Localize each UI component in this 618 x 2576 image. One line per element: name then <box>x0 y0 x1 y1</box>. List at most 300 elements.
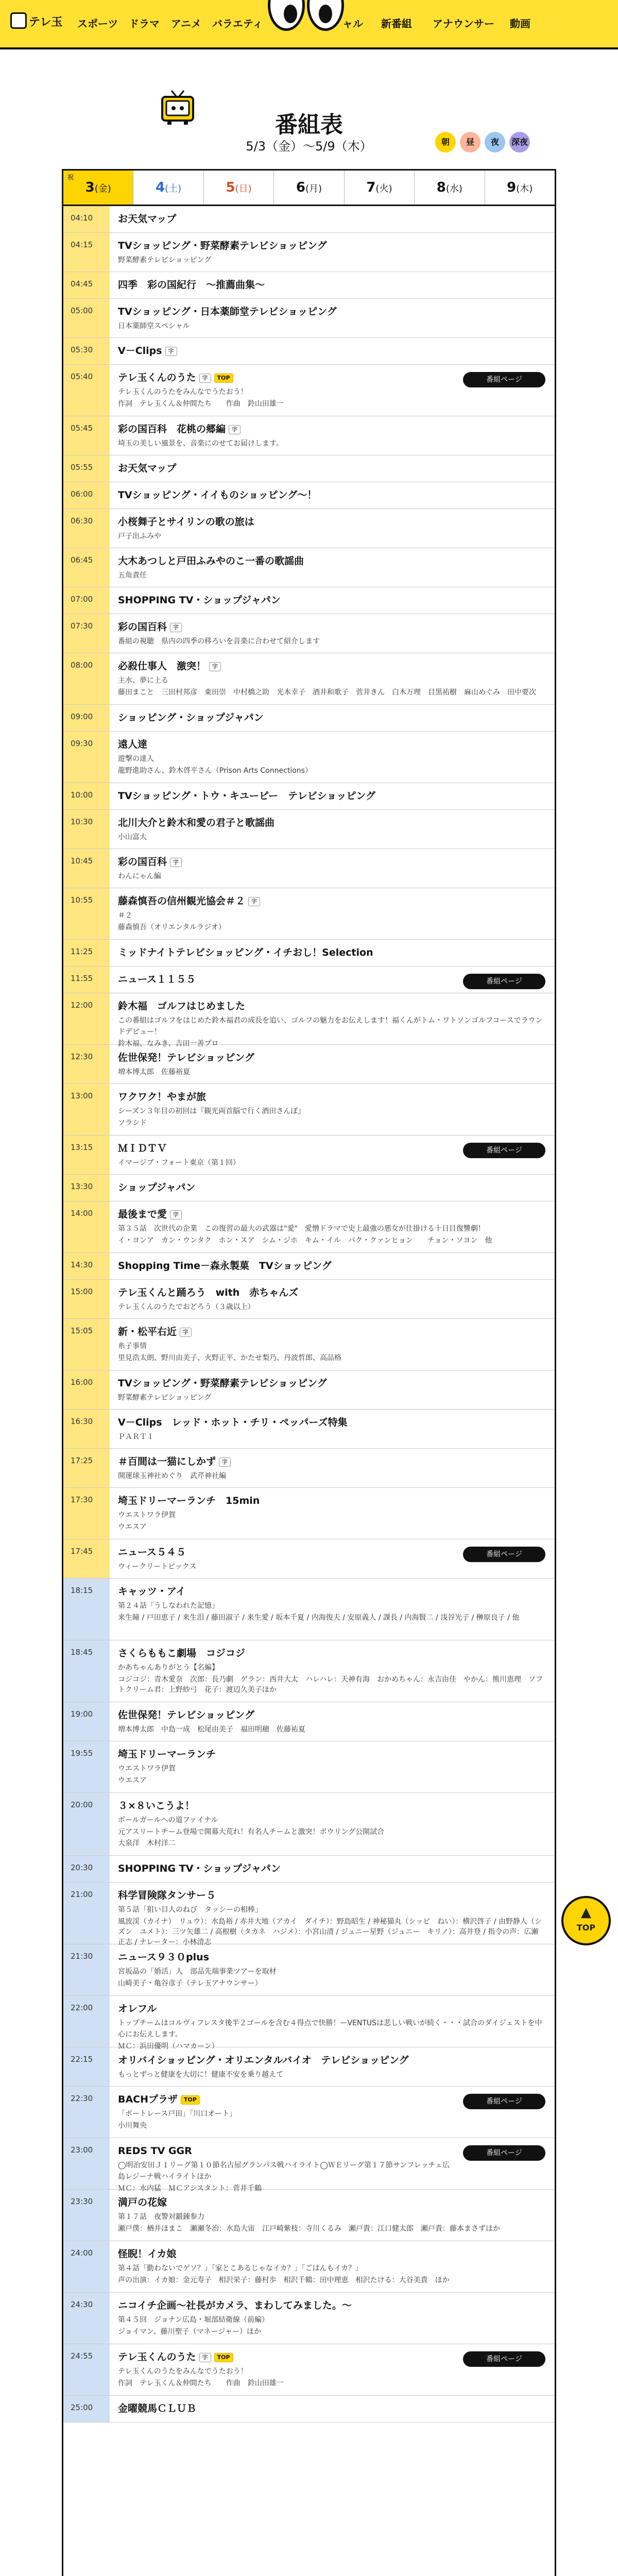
program-title[interactable]: Shopping Time－森永製菓 TVショッピング <box>118 1260 332 1272</box>
caption-badge: 字 <box>199 2353 211 2362</box>
program-cast: 里見浩太朗、野川由美子、火野正平、かたせ梨乃、丹波哲郎、高品格 <box>118 1354 341 1362</box>
program-row[interactable] <box>63 810 555 849</box>
program-schedule <box>62 206 556 2576</box>
program-time: 13:30 <box>63 1175 110 1201</box>
program-title[interactable]: 佐世保発！テレビショッピング <box>118 1709 254 1721</box>
program-row[interactable] <box>63 2344 555 2396</box>
program-row[interactable] <box>63 482 555 509</box>
program-title[interactable]: SHOPPING TV・ショップジャパン <box>118 1863 281 1874</box>
program-info <box>118 212 545 226</box>
program-title[interactable]: オリバイショッピング・オリエンタルバイオ テレビショッピング <box>118 2055 409 2066</box>
program-row[interactable] <box>63 967 555 993</box>
program-title[interactable]: テレ玉くんのうた 字 TOP <box>118 371 457 384</box>
program-info <box>118 1546 457 1572</box>
program-row[interactable] <box>63 272 555 299</box>
program-time: 05:00 <box>63 299 110 337</box>
program-info <box>118 973 457 986</box>
program-time: 17:30 <box>63 1488 110 1539</box>
program-time: 06:45 <box>63 548 110 587</box>
caption-badge: 字 <box>170 1210 182 1219</box>
legend-late-night: 深夜 <box>509 132 530 152</box>
program-desc: シーズン３年目の初回は『観光両首脳で行く酒田さんぽ』 <box>118 1107 305 1115</box>
program-time: 10:55 <box>63 888 110 939</box>
tab-day-4[interactable]: 4(土) <box>133 171 203 205</box>
program-info <box>118 738 545 776</box>
program-time: 22:15 <box>63 2047 110 2086</box>
program-desc: 増本博太郎 中島一成 松尾由美子 福田明穂 佐藤祐夏 <box>118 1725 305 1734</box>
program-row[interactable] <box>63 206 555 233</box>
tv-logo-icon <box>10 12 27 29</box>
program-info <box>118 1208 545 1246</box>
program-time: 05:45 <box>63 416 110 455</box>
program-time: 15:05 <box>63 1319 110 1370</box>
program-info <box>118 2247 545 2285</box>
program-row[interactable] <box>63 614 555 653</box>
program-title[interactable]: TVショッピング・日本薬師堂テレビショッピング <box>118 306 337 317</box>
program-desc: 埼玉の美しい風景を、音楽にのせてお届けします。 <box>118 439 283 448</box>
program-info <box>118 278 545 292</box>
program-title[interactable]: お天気マップ <box>118 213 177 225</box>
program-title[interactable]: V－Clips レッド・ホット・チリ・ペッパーズ特集 <box>118 1417 348 1428</box>
program-cast: 山崎美子・亀谷彦子（テレ玉アナウンサー） <box>118 1979 262 1988</box>
program-desc: 野菜酵素テレビショッピング <box>118 256 212 264</box>
program-time: 22:30 <box>63 2087 110 2138</box>
program-info <box>118 1708 545 1735</box>
program-desc: 「ボートレース戸田」「川口オート」 <box>118 2110 237 2118</box>
program-title[interactable]: ニュース５４５ <box>118 1547 186 1558</box>
program-cast: 藤森慎吾（オリエンタルラジオ） <box>118 923 226 931</box>
program-time: 17:45 <box>63 1539 110 1578</box>
program-title[interactable]: 埼玉ドリーマーランチ 15min <box>118 1495 260 1506</box>
tab-day-6[interactable]: 6(月) <box>274 171 344 205</box>
program-desc: 遊撃の達人 <box>118 755 154 763</box>
program-row[interactable] <box>63 299 555 338</box>
program-time: 23:00 <box>63 2138 110 2189</box>
program-row[interactable] <box>63 1856 555 1883</box>
program-title[interactable]: ショップジャパン <box>118 1182 196 1193</box>
program-time: 10:00 <box>63 783 110 809</box>
program-info <box>118 946 545 959</box>
program-title[interactable]: 遠人達 <box>118 739 148 750</box>
program-row[interactable] <box>63 705 555 732</box>
program-title[interactable]: 埼玉ドリーマーランチ <box>118 1749 216 1760</box>
program-info <box>118 1051 545 1078</box>
program-time: 24:55 <box>63 2344 110 2395</box>
program-title[interactable]: オレフル <box>118 2003 157 2014</box>
program-info <box>118 554 545 581</box>
program-desc: ＰＡＲＴ１ <box>118 1433 154 1441</box>
program-time: 24:30 <box>63 2293 110 2344</box>
program-desc: ウエストワラ伊賀 <box>118 1765 176 1773</box>
program-title[interactable]: 彩の国百科 字 <box>118 620 545 634</box>
program-title[interactable]: 最後まで愛 字 <box>118 1208 545 1221</box>
program-cast: 瀬戸僕：楢井ほまこ 瀬瀬冬治：水島大宙 江戸崎紫枝：寺川くるみ 瀬戸貴：江口健太郎 瀬戸貴：藤本まさずほか <box>118 2225 500 2233</box>
program-desc: イマージブ・フォート東京（第１回） <box>118 1159 241 1167</box>
program-page-button[interactable]: 番組ページ <box>463 1143 545 1158</box>
program-cast: 龍野進助さん、鈴木啓平さん（Prison Arts Connections） <box>118 767 312 775</box>
program-row[interactable] <box>63 1539 555 1579</box>
program-title[interactable]: ＭＩＤＴＶ <box>118 1143 167 1154</box>
program-page-button[interactable]: 番組ページ <box>463 2094 545 2109</box>
top-badge: TOP <box>214 2353 233 2362</box>
nav-item-sports[interactable]: スポーツ <box>77 18 118 30</box>
program-title[interactable]: 満戸の花嫁 <box>118 2197 167 2208</box>
program-cast: 声の出演：イカ娘：金元寿子 相沢栄子：藤村歩 相沢千鶴：田中理恵 相沢たける：大谷美貴 ほか <box>118 2276 450 2284</box>
nav-item-drama[interactable]: ドラマ <box>129 18 160 30</box>
legend-morning: 朝 <box>435 132 456 152</box>
legend-noon: 昼 <box>460 132 480 152</box>
program-info <box>118 305 545 332</box>
program-row[interactable] <box>63 1883 555 1944</box>
program-row[interactable] <box>63 2138 555 2193</box>
program-desc: 五角責任 <box>118 571 147 580</box>
nav-item-announcer[interactable]: アナウンサー <box>433 18 494 30</box>
program-title[interactable]: 科学冒険隊タンサー５ <box>118 1890 216 1901</box>
program-title[interactable]: V－Clips 字 <box>118 344 545 358</box>
program-time: 04:10 <box>63 206 110 232</box>
caption-badge: 字 <box>170 858 182 867</box>
caption-badge: 字 <box>165 347 177 356</box>
program-time: 12:00 <box>63 993 110 1044</box>
program-desc: 第４５回 ジョナン広島・堀部結衛線（前編） <box>118 2316 269 2324</box>
program-title[interactable]: 藤森慎吾の信州観光協会＃２ 字 <box>118 894 545 908</box>
program-row[interactable] <box>63 849 555 888</box>
program-title[interactable]: お天気マップ <box>118 463 177 474</box>
program-row[interactable] <box>63 2047 555 2087</box>
program-row[interactable] <box>63 1370 555 1410</box>
program-desc: テレ玉くんのうたでおどろう（３歳以上） <box>118 1303 255 1311</box>
program-time: 10:30 <box>63 810 110 849</box>
program-title[interactable]: SHOPPING TV・ショップジャパン <box>118 595 281 606</box>
program-row[interactable] <box>63 1944 555 1996</box>
program-title[interactable]: 彩の国百科 花桃の郷編 字 <box>118 422 545 436</box>
program-desc: 開運球玉神社めぐり 武芹神社編 <box>118 1472 226 1480</box>
program-row[interactable] <box>63 1280 555 1319</box>
program-title[interactable]: 新・松平右近 字 <box>118 1325 545 1338</box>
program-time: 14:00 <box>63 1201 110 1252</box>
program-row[interactable] <box>63 2241 555 2293</box>
program-title[interactable]: 必殺仕事人 激突！ 字 <box>118 659 545 673</box>
program-cast: ＭＣ：浜田優明（ハマカーン） <box>118 2042 219 2050</box>
program-page-button[interactable]: 番組ページ <box>463 2351 545 2367</box>
program-cast: コジコジ：青木愛奈 次郎：長乃劇 ゲラン：西井大太 ハレハレ：天神有海 おかめちゃん：永吉由佳 やかん：熊川恵理 ソフトクリーム君：上野紗弓 花子：渡辺久美子ほか <box>118 1675 543 1694</box>
program-row[interactable] <box>63 1741 555 1793</box>
program-desc: ウィークリートピックス <box>118 1563 197 1571</box>
program-page-button[interactable]: 番組ページ <box>463 2145 545 2161</box>
program-desc: 日本薬師堂スペシャル <box>118 322 190 330</box>
program-time: 18:45 <box>63 1640 110 1702</box>
day-tabs <box>62 169 556 206</box>
program-row[interactable] <box>63 2293 555 2344</box>
caption-badge: 字 <box>248 897 260 906</box>
program-page-button[interactable]: 番組ページ <box>463 974 545 989</box>
program-row[interactable] <box>63 1793 555 1856</box>
program-info <box>118 1142 457 1168</box>
program-row[interactable] <box>63 1702 555 1741</box>
program-desc: かあちゃんありがとう【名編】 <box>118 1664 219 1672</box>
program-time: 25:00 <box>63 2396 110 2422</box>
program-row[interactable] <box>63 732 555 783</box>
program-row[interactable] <box>63 1319 555 1370</box>
program-title[interactable]: 怪睨！イカ娘 <box>118 2248 177 2260</box>
program-cast: 作詞 テレ玉くん＆仲間たち 作曲 鈴山田雄一 <box>118 2379 284 2387</box>
program-title[interactable]: ニコイチ企画〜社長がカメラ、まわしてみました。〜 <box>118 2300 352 2311</box>
program-info <box>118 371 457 409</box>
program-cast: 作詞 テレ玉くん＆仲間たち 作曲 鈴山田雄一 <box>118 400 284 408</box>
program-cast: 鈴木福、なみき、吉田一善プロ <box>118 1040 219 1048</box>
tab-day-5[interactable]: 5(日) <box>204 171 274 205</box>
program-info <box>118 1325 545 1363</box>
program-title[interactable]: ミッドナイトテレビショッピング・イチおし！Selection <box>118 947 373 958</box>
caption-badge: 字 <box>199 374 211 383</box>
tab-day-3[interactable]: 祝 3(金) <box>63 171 133 205</box>
program-time: 22:00 <box>63 1996 110 2047</box>
program-time: 04:15 <box>63 233 110 272</box>
program-title[interactable]: TVショッピング・野菜酵素テレビショッピング <box>118 1378 327 1389</box>
program-time: 13:15 <box>63 1136 110 1174</box>
program-info <box>118 1862 545 1875</box>
program-cast: ウエスア <box>118 1523 147 1531</box>
program-title[interactable]: 大木あつしと戸田ふみやのこ一番の歌謡曲 <box>118 555 304 567</box>
program-title[interactable]: TVショッピング・トウ・キユーピー テレビショッピング <box>118 790 376 802</box>
back-to-top-button[interactable]: ▲ TOP <box>561 1896 611 1945</box>
caption-badge: 字 <box>170 623 182 632</box>
program-title[interactable]: REDS TV GGR <box>118 2145 192 2157</box>
program-title[interactable]: 小桜舞子とサイリンの歌の旅は <box>118 516 254 528</box>
top-badge: TOP <box>181 2095 200 2105</box>
program-row[interactable] <box>63 416 555 455</box>
site-header <box>0 0 618 49</box>
program-extra: 大泉洋 木村洋二 <box>118 1839 176 1848</box>
program-row[interactable] <box>63 548 555 587</box>
program-page-button[interactable]: 番組ページ <box>463 372 545 387</box>
program-desc: ボールガールへの道ファイナル <box>118 1816 218 1824</box>
program-info <box>118 894 545 933</box>
program-time: 10:45 <box>63 849 110 888</box>
program-row[interactable] <box>63 2396 555 2422</box>
program-time: 23:30 <box>63 2190 110 2241</box>
program-time: 08:00 <box>63 653 110 704</box>
top-badge: TOP <box>214 374 233 383</box>
program-time: 13:00 <box>63 1084 110 1135</box>
program-cast: 風波渓（カイナ） リュウ）：水島裕 / 赤井大地（アカイ ダイチ）：野島昭生 / 神秘猫丸（シッピ ねい）：横沢啓子 / 由野静人（シズン ユメト）：三ツ矢雄二 / 高根樹（タカネ ハジメ）：小宮山清 / ジュニー星野（ジュニー キリノ）：高井登 / 指令の声：広瀬正志 / ナレーター：小林清志 <box>118 1918 542 1946</box>
program-row[interactable] <box>63 1579 555 1640</box>
program-title[interactable]: TVショッピング・イイものショッピング〜！ <box>118 489 317 501</box>
program-title[interactable]: ニュース１１５５ <box>118 974 196 985</box>
program-desc: 第４話「勤わないでゲソ？」「家とこあるじゃなイカ？」「ごはんもイカ？」 <box>118 2264 363 2273</box>
program-info <box>118 1259 545 1273</box>
program-title[interactable]: 北川大介と鈴木和愛の君子と歌謡曲 <box>118 817 275 828</box>
program-info <box>118 1416 545 1443</box>
program-row[interactable] <box>63 1084 555 1136</box>
program-info <box>118 1181 545 1194</box>
program-time: 06:30 <box>63 509 110 548</box>
mascot-eyes <box>268 0 345 36</box>
program-row[interactable] <box>63 888 555 940</box>
program-info <box>118 2054 545 2080</box>
program-time: 09:00 <box>63 705 110 731</box>
program-desc: 増本博太郎 佐藤裕夏 <box>118 1068 190 1076</box>
program-info <box>118 659 545 698</box>
program-title[interactable]: 彩の国百科 字 <box>118 855 545 869</box>
nav-item-special[interactable]: ャル <box>342 18 363 30</box>
program-row[interactable] <box>63 587 555 614</box>
caption-badge: 字 <box>219 1458 231 1467</box>
program-desc: 第２４話「うしなわれた記憶」 <box>118 1602 219 1610</box>
program-row[interactable] <box>63 1410 555 1449</box>
site-logo[interactable] <box>10 7 72 38</box>
program-row[interactable] <box>63 1640 555 1702</box>
program-time: 07:00 <box>63 587 110 614</box>
program-row[interactable] <box>63 1253 555 1280</box>
program-desc: 糸子事情 <box>118 1342 147 1350</box>
program-row[interactable] <box>63 2190 555 2241</box>
program-time: 12:30 <box>63 1045 110 1083</box>
program-info <box>118 2402 545 2415</box>
program-title[interactable]: ワクワク！やまが旅 <box>118 1091 207 1103</box>
program-title[interactable]: ニュース９３０plus <box>118 1952 209 1963</box>
program-time: 20:00 <box>63 1793 110 1855</box>
program-info <box>118 2299 545 2337</box>
date-range: 5/3（金）〜5/9（木） <box>246 139 372 154</box>
caption-badge: 字 <box>180 1328 192 1337</box>
logo-text: テレ玉 <box>29 16 63 29</box>
program-info <box>118 1494 545 1532</box>
tab-day-9[interactable]: 9(木) <box>507 180 533 195</box>
nav-item-variety[interactable]: バラエティ <box>212 18 263 30</box>
program-row[interactable] <box>63 365 555 416</box>
tab-day-7[interactable]: 7(火) <box>345 171 415 205</box>
program-row[interactable] <box>63 1488 555 1539</box>
program-time: 15:00 <box>63 1280 110 1318</box>
program-time: 24:00 <box>63 2241 110 2292</box>
program-cast: ＭＣ：水内猛 ＭＣアシスタント：菅井千鶴 <box>118 2184 262 2193</box>
program-time: 11:55 <box>63 967 110 993</box>
program-info <box>118 239 545 266</box>
program-info <box>118 1377 545 1403</box>
program-desc: 第３５話 次世代の企業 この復習の最大の武器は"愛" 愛憎ドラマで史上最強の悪女が仕掛ける十日目復讐劇！ <box>118 1225 485 1233</box>
program-desc: ＃２ <box>118 911 132 920</box>
program-info <box>118 1951 545 1989</box>
program-title[interactable]: BACHプラザ TOP <box>118 2093 457 2106</box>
program-title[interactable]: 鈴木福 ゴルフはじめました <box>118 1001 246 1012</box>
program-title[interactable]: キャッツ・アイ <box>118 1586 186 1597</box>
program-info <box>118 1286 545 1313</box>
program-time: 21:30 <box>63 1944 110 1995</box>
program-title[interactable]: 金曜競馬ＣＬＵＢ <box>118 2403 197 2414</box>
program-row[interactable] <box>63 940 555 967</box>
program-time: 05:55 <box>63 455 110 482</box>
legend-night: 夜 <box>485 132 505 152</box>
program-desc: 第５話「狙い目人のねび タッシーの相棒」 <box>118 1906 262 1914</box>
program-time: 11:25 <box>63 940 110 966</box>
program-info <box>118 620 545 647</box>
program-info <box>118 2002 545 2052</box>
program-desc: 小山富大 <box>118 833 147 841</box>
program-time: 14:30 <box>63 1253 110 1279</box>
program-desc: 戸子出ふみや <box>118 532 161 540</box>
program-title[interactable]: 佐世保発！テレビショッピング <box>118 1052 254 1063</box>
nav-item-video[interactable]: 動画 <box>510 18 530 30</box>
program-cast: 元アスリートチーム登場で開幕大荒れ！有名人チームと激突！ボウリング公開試合 <box>118 1828 385 1836</box>
arrow-up-icon: ▲ <box>581 1905 591 1920</box>
program-title[interactable]: ショッピング・ショップジャパン <box>118 712 264 723</box>
program-info <box>118 422 545 449</box>
program-info <box>118 999 545 1049</box>
program-row[interactable] <box>63 1201 555 1253</box>
program-row[interactable] <box>63 1996 555 2050</box>
program-cast: 来生瞳 / 戸田恵子 / 来生泪 / 藤田淑子 / 来生愛 / 坂本千夏 / 内海俊夫 / 安原義人 / 課長 / 内海賢二 / 浅谷光子 / 榊原良子 / 他 <box>118 1614 520 1622</box>
program-row[interactable] <box>63 1136 555 1175</box>
program-row[interactable] <box>63 653 555 705</box>
program-page-button[interactable]: 番組ページ <box>463 1547 545 1562</box>
program-row[interactable] <box>63 455 555 482</box>
program-time: 05:30 <box>63 338 110 364</box>
program-row[interactable] <box>63 783 555 810</box>
program-desc: トップチームはコルヴィフレスタ後半２ゴールを含む４得点で快勝！ーVENTUSは悲しい戦いが続く・・・試合のダイジェストを中心にお伝えします。 <box>118 2019 542 2039</box>
program-time: 04:45 <box>63 272 110 298</box>
title-area <box>0 49 618 163</box>
nav-item-anime[interactable]: アニメ <box>171 18 201 30</box>
program-cast: ソラシド <box>118 1119 147 1127</box>
program-title[interactable]: TVショッピング・野菜酵素テレビショッピング <box>118 240 327 251</box>
program-desc: テレ玉くんのうたをみんなでうたおう！ <box>118 2367 248 2376</box>
program-desc: もっとずっと健康を大切に！健康不安を乗り越えて <box>118 2071 284 2079</box>
program-row[interactable] <box>63 1045 555 1084</box>
program-time: 17:25 <box>63 1449 110 1487</box>
program-info <box>118 2093 457 2131</box>
program-time: 07:30 <box>63 614 110 653</box>
caption-badge: 字 <box>229 425 241 434</box>
program-row[interactable] <box>63 1175 555 1201</box>
program-info <box>118 344 545 358</box>
program-row[interactable] <box>63 993 555 1048</box>
program-desc: 番組の視聴 県内の四季の移ろいを音楽に合わせて紹介します <box>118 637 320 646</box>
program-title[interactable]: テレ玉くんのうた 字 TOP <box>118 2350 457 2364</box>
program-desc: わんにゃん編 <box>118 872 161 880</box>
program-row[interactable] <box>63 233 555 272</box>
program-title[interactable]: 四季 彩の国紀行 〜推薦曲集〜 <box>118 279 265 291</box>
nav-item-new[interactable]: 新番組 <box>381 18 412 30</box>
program-time: 18:15 <box>63 1579 110 1640</box>
program-desc: ウエストワラ伊賀 <box>118 1511 176 1519</box>
left-eye-icon <box>268 0 305 31</box>
program-title[interactable]: さくらももこ劇場 コジコジ <box>118 1648 246 1659</box>
program-title[interactable]: ３×８いこうよ！ <box>118 1800 195 1811</box>
program-info <box>118 594 545 607</box>
program-desc: ◯明治安田Ｊ１リーグ第１０節名古屋グランパス戦ハイライト◯ＷＥリーグ第１７節サンフレッチェ広島レジーナ戦ハイライトほか <box>118 2161 450 2181</box>
right-eye-icon <box>307 0 344 31</box>
program-info <box>118 1748 545 1786</box>
program-row[interactable] <box>63 1449 555 1488</box>
program-desc: 野菜酵素テレビショッピング <box>118 1394 212 1402</box>
program-info <box>118 816 545 843</box>
program-time: 19:55 <box>63 1741 110 1792</box>
program-info <box>118 1647 545 1695</box>
tab-day-8[interactable]: 8(水) <box>415 171 485 205</box>
program-title[interactable]: テレ玉くんと踊ろう with 赤ちゃんズ <box>118 1287 299 1298</box>
program-info <box>118 462 545 475</box>
program-cast: 藤田まこと 三田村邦彦 東田崇 中村橋之助 光本幸子 酒井和歌子 菅井きん 白木万理 目黒祐樹 麻山めぐみ 田中要次 <box>118 688 536 697</box>
program-time: 16:00 <box>63 1370 110 1409</box>
program-row[interactable] <box>63 338 555 365</box>
program-cast: ジョイマン、藤川聖子（マネージャー）ほか <box>118 2328 262 2336</box>
program-row[interactable] <box>63 2087 555 2138</box>
program-info <box>118 515 545 542</box>
program-title[interactable]: ＃百間は一猫にしかず 字 <box>118 1455 545 1468</box>
program-row[interactable] <box>63 509 555 548</box>
program-desc: 第１７話 夜警対鍛錬参力 <box>118 2213 204 2221</box>
